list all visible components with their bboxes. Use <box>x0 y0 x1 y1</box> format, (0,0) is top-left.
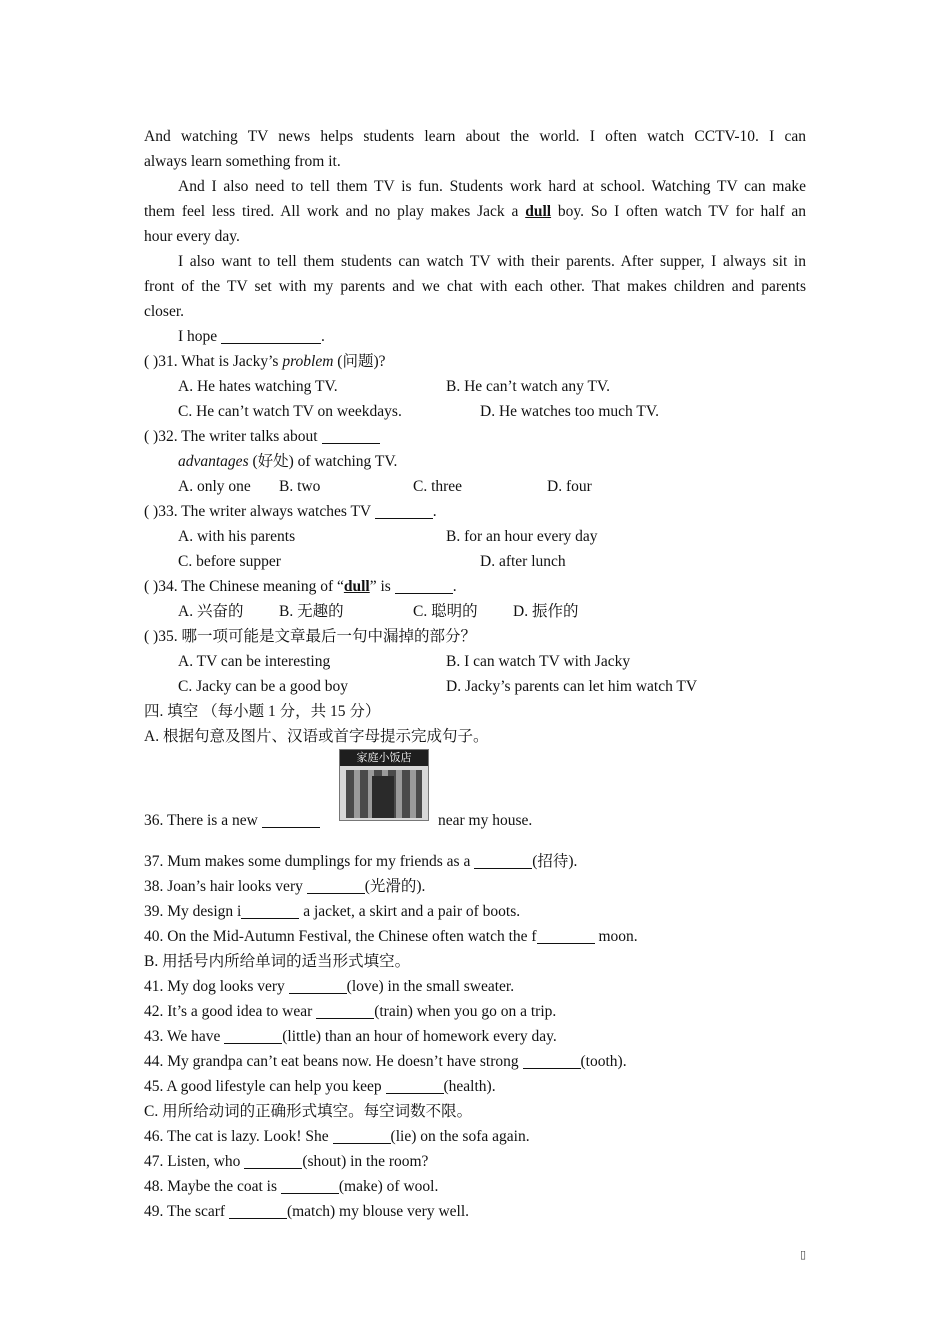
options-row <box>144 374 806 399</box>
answer-blank[interactable] <box>322 426 380 444</box>
passage-line: closer. <box>144 303 185 320</box>
option-c[interactable]: C. 聪明的 <box>413 603 478 620</box>
keyword-dull: dull <box>343 578 370 595</box>
answer-blank[interactable] <box>333 1126 391 1144</box>
question-40: 40. On the Mid-Autumn Festival, the Chinese often watch the f moon. <box>144 928 638 945</box>
answer-blank[interactable] <box>523 1051 581 1069</box>
option-b[interactable]: B. I can watch TV with Jacky <box>446 653 631 670</box>
option-d[interactable]: D. four <box>547 478 592 495</box>
answer-blank[interactable] <box>316 1001 374 1019</box>
question-44: 44. My grandpa can’t eat beans now. He doesn’t have strong (tooth). <box>144 1053 627 1070</box>
question-32-cont: advantages (好处) of watching TV. <box>178 453 398 470</box>
option-b[interactable]: B. He can’t watch any TV. <box>446 378 611 395</box>
question-32: ( )32. The writer talks about <box>144 424 806 449</box>
part-b-instruction: B. 用括号内所给单词的适当形式填空。 <box>144 953 411 970</box>
option-d[interactable]: D. He watches too much TV. <box>480 403 659 420</box>
answer-blank[interactable] <box>229 1201 287 1219</box>
answer-blank[interactable] <box>395 576 453 594</box>
page-number: ▯ <box>800 1249 807 1261</box>
question-36: 36. There is a new 家庭小饭店 near my house. <box>144 751 533 829</box>
passage-line: And I also need to tell them TV is fun. Students work hard at school. Watching TV can make <box>178 178 806 195</box>
question-31: ( )31. What is Jacky’s problem (问题)? <box>144 353 386 370</box>
keyword-dull: dull <box>525 203 552 220</box>
options-row <box>144 399 806 424</box>
question-41: 41. My dog looks very (love) in the small sweater. <box>144 978 515 995</box>
answer-blank[interactable] <box>262 810 320 828</box>
options-row <box>144 524 806 549</box>
option-a[interactable]: A. 兴奋的 <box>178 603 244 620</box>
option-a[interactable]: A. He hates watching TV. <box>178 378 338 395</box>
options-row <box>144 674 806 699</box>
answer-blank[interactable] <box>289 976 347 994</box>
passage-line: them feel less tired. All work and no play makes Jack a dull boy. So I often watch TV for half an <box>144 203 807 220</box>
option-c[interactable]: C. Jacky can be a good boy <box>178 678 349 695</box>
answer-blank[interactable] <box>537 926 595 944</box>
question-46: 46. The cat is lazy. Look! She (lie) on the sofa again. <box>144 1128 530 1145</box>
question-35: ( )35. 哪一项可能是文章最后一句中漏掉的部分？ <box>144 628 476 645</box>
question-43: 43. We have (little) than an hour of homework every day. <box>144 1028 557 1045</box>
option-c[interactable]: C. before supper <box>178 553 281 570</box>
option-a[interactable]: A. only one <box>178 478 251 495</box>
option-b[interactable]: B. two <box>279 478 321 495</box>
question-49: 49. The scarf (match) my blouse very well. <box>144 1203 470 1220</box>
answer-blank[interactable] <box>386 1076 444 1094</box>
options-row <box>144 549 806 574</box>
answer-blank[interactable] <box>375 501 433 519</box>
question-33: ( )33. The writer always watches TV . <box>144 503 437 520</box>
option-a[interactable]: A. TV can be interesting <box>178 653 331 670</box>
question-39: 39. My design i a jacket, a skirt and a pair of boots. <box>144 903 521 920</box>
option-b[interactable]: B. 无趣的 <box>279 603 344 620</box>
option-d[interactable]: D. 振作的 <box>513 603 579 620</box>
answer-blank[interactable] <box>307 876 365 894</box>
option-b[interactable]: B. for an hour every day <box>446 528 598 545</box>
answer-blank[interactable] <box>281 1176 339 1194</box>
answer-blank[interactable] <box>221 326 321 344</box>
passage-line: front of the TV set with my parents and we chat with each other. That makes children and parents <box>144 278 806 295</box>
part-c-instruction: C. 用所给动词的正确形式填空。每空词数不限。 <box>144 1103 473 1120</box>
passage-line: I also want to tell them students can watch TV with their parents. After supper, I always sit in <box>178 253 806 270</box>
question-45: 45. A good lifestyle can help you keep (health). <box>144 1078 496 1095</box>
passage-line: always learn something from it. <box>144 153 341 170</box>
exam-page <box>144 124 806 1224</box>
options-row <box>144 599 806 624</box>
section-title: 四. 填空 （每小题 1 分，共 15 分） <box>144 703 381 720</box>
passage-line: hour every day. <box>144 228 240 245</box>
answer-blank[interactable] <box>224 1026 282 1044</box>
question-34: ( )34. The Chinese meaning of “dull” is . <box>144 578 457 595</box>
question-47: 47. Listen, who (shout) in the room? <box>144 1153 429 1170</box>
answer-blank[interactable] <box>244 1151 302 1169</box>
answer-blank[interactable] <box>474 851 532 869</box>
answer-blank[interactable] <box>241 901 299 919</box>
option-c[interactable]: C. three <box>413 478 463 495</box>
shop-door <box>372 776 394 818</box>
option-d[interactable]: D. after lunch <box>480 553 566 570</box>
question-42: 42. It’s a good idea to wear (train) when you go on a trip. <box>144 1003 557 1020</box>
passage-line: And watching TV news helps students learn about the world. I often watch CCTV-10. I can <box>144 128 806 145</box>
options-row <box>144 474 806 499</box>
part-a-instruction: A. 根据句意及图片、汉语或首字母提示完成句子。 <box>144 728 489 745</box>
option-a[interactable]: A. with his parents <box>178 528 296 545</box>
options-row <box>144 649 806 674</box>
question-48: 48. Maybe the coat is (make) of wool. <box>144 1178 439 1195</box>
restaurant-image <box>339 749 429 821</box>
passage-line: I hope . <box>178 328 325 345</box>
option-c[interactable]: C. He can’t watch TV on weekdays. <box>178 403 402 420</box>
question-38: 38. Joan’s hair looks very (光滑的). <box>144 878 426 895</box>
restaurant-sign: 家庭小饭店 <box>340 750 428 766</box>
option-d[interactable]: D. Jacky’s parents can let him watch TV <box>446 678 698 695</box>
question-37: 37. Mum makes some dumplings for my friends as a (招待). <box>144 853 578 870</box>
